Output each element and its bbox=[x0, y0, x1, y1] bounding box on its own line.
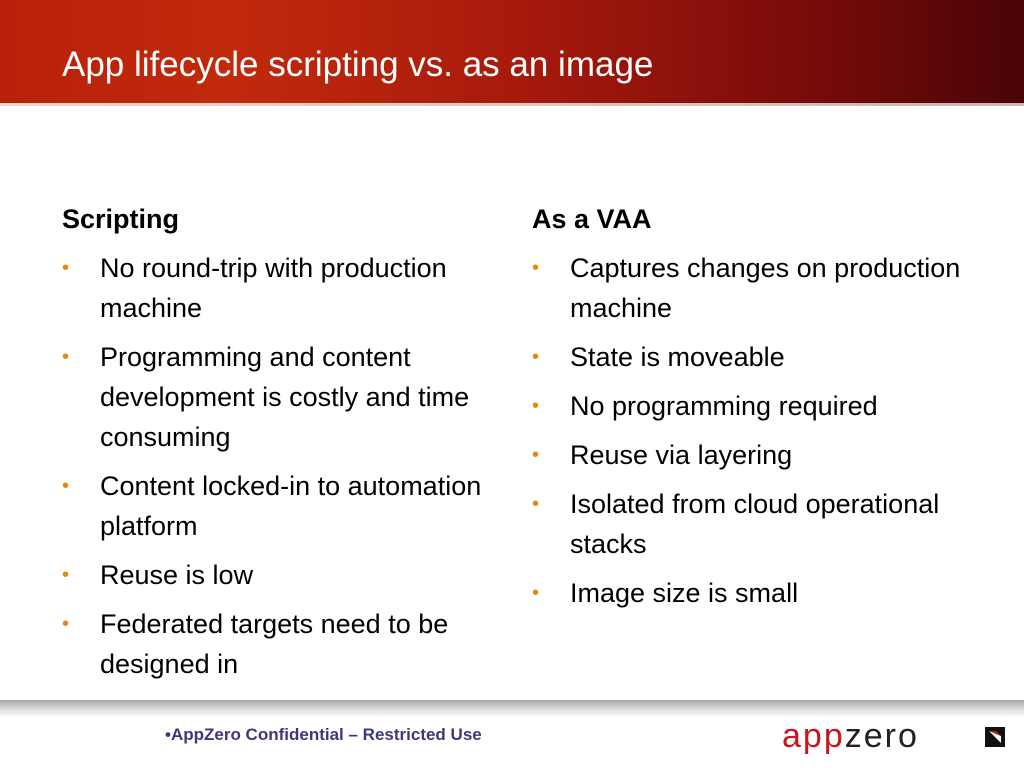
appzero-logo bbox=[782, 716, 919, 756]
scripting-heading: Scripting bbox=[62, 204, 180, 234]
list-item-text: State is moveable bbox=[570, 342, 785, 372]
list-item-text: Isolated from cloud operational stacks bbox=[570, 489, 940, 559]
confidential-notice: •AppZero Confidential – Restricted Use bbox=[165, 725, 482, 744]
bullet-icon: • bbox=[532, 257, 540, 279]
scripting-column bbox=[62, 202, 502, 693]
list-item bbox=[532, 573, 992, 613]
logo-app-text: app bbox=[782, 717, 845, 755]
vaa-column bbox=[532, 202, 992, 622]
bullet-icon: • bbox=[62, 613, 70, 635]
bullet-icon: • bbox=[62, 346, 70, 368]
bullet-icon: • bbox=[62, 257, 70, 279]
logo-zero-text: zero bbox=[844, 717, 919, 755]
slide-title: App lifecycle scripting vs. as an image bbox=[62, 45, 654, 84]
list-item bbox=[532, 337, 992, 377]
bullet-icon: • bbox=[532, 346, 540, 368]
list-item bbox=[62, 248, 502, 328]
bullet-icon: • bbox=[62, 475, 70, 497]
list-item-text: No programming required bbox=[570, 391, 878, 421]
list-item-text: Captures changes on production machine bbox=[570, 253, 961, 323]
list-item-text: Federated targets need to be designed in bbox=[100, 609, 449, 679]
bullet-icon: • bbox=[532, 395, 540, 417]
scripting-bullet-list bbox=[62, 248, 502, 684]
bullet-icon: • bbox=[62, 564, 70, 586]
list-item bbox=[532, 386, 992, 426]
list-item-text: Reuse is low bbox=[100, 560, 254, 590]
bullet-icon: • bbox=[532, 582, 540, 604]
list-item-text: No round-trip with production machine bbox=[100, 253, 447, 323]
bullet-icon: • bbox=[532, 444, 540, 466]
list-item bbox=[532, 484, 992, 564]
list-item-text: Image size is small bbox=[570, 578, 799, 608]
list-item bbox=[532, 248, 992, 328]
logo-mark-icon bbox=[985, 727, 1005, 747]
list-item bbox=[62, 466, 502, 546]
vaa-heading: As a VAA bbox=[532, 204, 652, 234]
list-item-text: Content locked-in to automation platform bbox=[100, 471, 482, 541]
list-item bbox=[62, 555, 502, 595]
list-item bbox=[62, 604, 502, 684]
bullet-icon: • bbox=[532, 493, 540, 515]
list-item bbox=[532, 435, 992, 475]
vaa-bullet-list bbox=[532, 248, 992, 613]
list-item bbox=[62, 337, 502, 457]
title-bar bbox=[0, 0, 1024, 106]
list-item-text: Programming and content development is costly and time consuming bbox=[100, 342, 470, 452]
list-item-text: Reuse via layering bbox=[570, 440, 793, 470]
